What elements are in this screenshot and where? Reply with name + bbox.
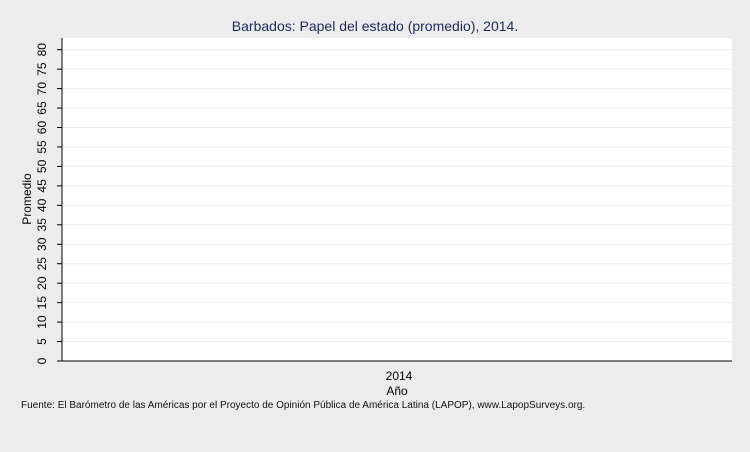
y-tick-label-5: 5 [35,338,49,345]
y-tick-label-80: 80 [35,42,49,57]
plot-area [62,38,732,361]
y-tick-label-0: 0 [35,357,49,365]
y-tick-label-45: 45 [35,179,49,193]
y-tick-label-70: 70 [35,81,49,96]
y-tick-label-50: 50 [35,159,49,174]
y-tick-label-40: 40 [35,198,49,213]
y-tick-label-75: 75 [35,62,49,76]
y-tick-label-65: 65 [35,101,49,115]
y-tick-label-15: 15 [35,295,49,310]
x-ticks [386,369,413,383]
y-axis-label: Promedio [20,173,34,225]
x-tick-label-2014: 2014 [385,369,413,383]
y-tick-label-20: 20 [35,276,49,290]
y-ticks [35,43,62,365]
source-note: Fuente: El Barómetro de las Américas por el Proyecto de Opinión Pública de América Latina (LAPOP), www.LapopSurveys.org. [21,400,586,411]
y-tick-label-60: 60 [35,120,49,135]
y-tick-label-25: 25 [35,257,49,271]
y-tick-label-30: 30 [35,237,49,251]
chart-title: Barbados: Papel del estado (promedio), 2014. [231,18,519,34]
x-axis-label: Año [386,384,408,398]
y-tick-label-10: 10 [35,315,49,329]
y-tick-label-55: 55 [35,140,49,154]
y-tick-label-35: 35 [35,218,49,232]
